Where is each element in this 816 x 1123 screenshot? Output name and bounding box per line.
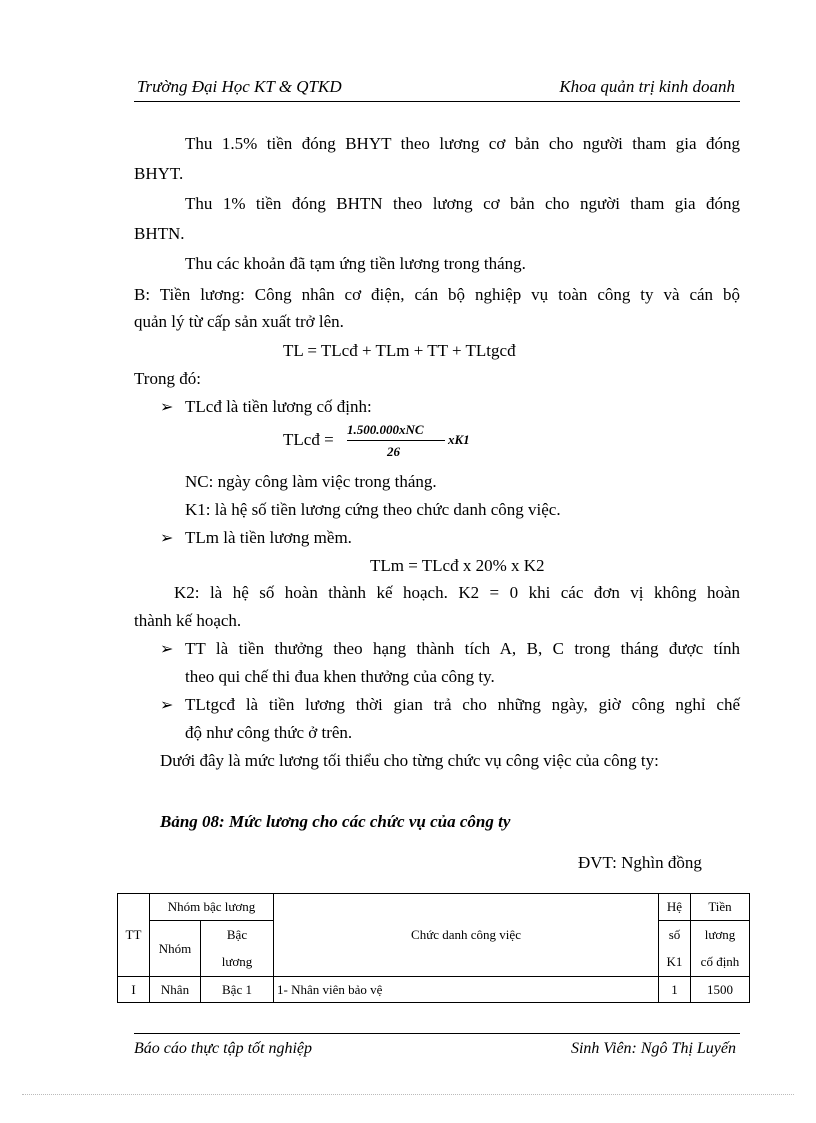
table-caption: Bảng 08: Mức lương cho các chức vụ của công ty bbox=[160, 812, 511, 831]
formula-fixed-numerator: 1.500.000xNC bbox=[347, 422, 424, 437]
salary-table bbox=[117, 893, 750, 1003]
header-k1-line2: số bbox=[659, 921, 691, 949]
bullet-arrow-icon: ➢ bbox=[160, 399, 174, 416]
cell-nhom: Nhân bbox=[150, 977, 201, 1003]
formula-total-salary: TL = TLcđ + TLm + TT + TLtgcđ bbox=[283, 341, 516, 360]
fraction-bar bbox=[347, 440, 445, 441]
header-school: Trường Đại Học KT & QTKD bbox=[137, 77, 342, 96]
bullet-soft-salary: TLm là tiền lương mềm. bbox=[185, 528, 352, 547]
paragraph-where: Trong đó: bbox=[134, 369, 201, 388]
bullet-arrow-icon: ➢ bbox=[160, 641, 174, 658]
bullet-fixed-salary: TLcđ là tiền lương cố định: bbox=[185, 397, 372, 416]
paragraph-advance: Thu các khoản đã tạm ứng tiền lương trong tháng. bbox=[185, 254, 526, 273]
paragraph-bhtn: Thu 1% tiền đóng BHTN theo lương cơ bản cho người tham gia đóng bbox=[185, 194, 740, 213]
paragraph-nc: NC: ngày công làm việc trong tháng. bbox=[185, 472, 437, 491]
cell-job: 1- Nhân viên bảo vệ bbox=[274, 977, 659, 1003]
header-k1-line1: Hệ bbox=[659, 894, 691, 921]
cell-bac: Bậc 1 bbox=[201, 977, 274, 1003]
header-tt: TT bbox=[118, 894, 150, 977]
bullet-bonus-cont: theo qui chế thi đua khen thưởng của công ty. bbox=[185, 667, 495, 686]
cell-tt: I bbox=[118, 977, 150, 1003]
bullet-time-salary: TLtgcđ là tiền lương thời gian trả cho những ngày, giờ công nghỉ chế bbox=[185, 695, 740, 714]
header-job: Chức danh công việc bbox=[274, 894, 659, 977]
paragraph-below: Dưới đây là mức lương tối thiểu cho từng chức vụ công việc của công ty: bbox=[160, 751, 659, 770]
header-bac-line2: lương bbox=[201, 949, 274, 977]
cell-salary: 1500 bbox=[691, 977, 750, 1003]
footer-rule bbox=[134, 1033, 740, 1034]
header-salary-line1: Tiền bbox=[691, 894, 750, 921]
paragraph-bhyt: Thu 1.5% tiền đóng BHYT theo lương cơ bản cho người tham gia đóng bbox=[185, 134, 740, 153]
paragraph-salary-b: B: Tiền lương: Công nhân cơ điện, cán bộ nghiệp vụ toàn công ty và cán bộ bbox=[134, 285, 740, 304]
footer-student: Sinh Viên: Ngô Thị Luyến bbox=[570, 1040, 736, 1057]
formula-fixed-tail: xK1 bbox=[448, 432, 470, 447]
table-row bbox=[118, 977, 750, 1003]
paragraph-k2: K2: là hệ số hoàn thành kế hoạch. K2 = 0 khi các đơn vị không hoàn bbox=[174, 583, 740, 602]
bullet-time-salary-cont: độ như công thức ở trên. bbox=[185, 723, 353, 742]
bullet-arrow-icon: ➢ bbox=[160, 530, 174, 547]
paragraph-k2-cont: thành kế hoạch. bbox=[134, 611, 242, 630]
paragraph-salary-b-cont: quản lý từ cấp sản xuất trở lên. bbox=[134, 312, 344, 331]
bullet-arrow-icon: ➢ bbox=[160, 697, 174, 714]
paragraph-bhyt-cont: BHYT. bbox=[134, 164, 184, 183]
header-rule bbox=[134, 101, 740, 102]
paragraph-bhtn-cont: BHTN. bbox=[134, 224, 185, 243]
paragraph-k1: K1: là hệ số tiền lương cứng theo chức danh công việc. bbox=[185, 500, 561, 519]
cell-k1: 1 bbox=[659, 977, 691, 1003]
header-faculty: Khoa quản trị kinh doanh bbox=[559, 77, 735, 96]
formula-soft-salary: TLm = TLcđ x 20% x K2 bbox=[370, 556, 545, 575]
header-bac-line1: Bậc bbox=[201, 921, 274, 949]
page-bottom-dotted-rule bbox=[22, 1094, 794, 1095]
header-nhom: Nhóm bbox=[150, 921, 201, 977]
formula-fixed-lhs: TLcđ = bbox=[283, 430, 334, 449]
header-group: Nhóm bậc lương bbox=[150, 894, 274, 921]
bullet-bonus: TT là tiền thưởng theo hạng thành tích A, B, C trong tháng được tính bbox=[185, 639, 740, 658]
header-salary-line3: cố định bbox=[691, 949, 750, 977]
table-unit: ĐVT: Nghìn đồng bbox=[578, 853, 702, 872]
formula-fixed-denominator: 26 bbox=[387, 444, 400, 459]
footer-report: Báo cáo thực tập tốt nghiệp bbox=[134, 1040, 313, 1057]
header-salary-line2: lương bbox=[691, 921, 750, 949]
header-k1-line3: K1 bbox=[659, 949, 691, 977]
